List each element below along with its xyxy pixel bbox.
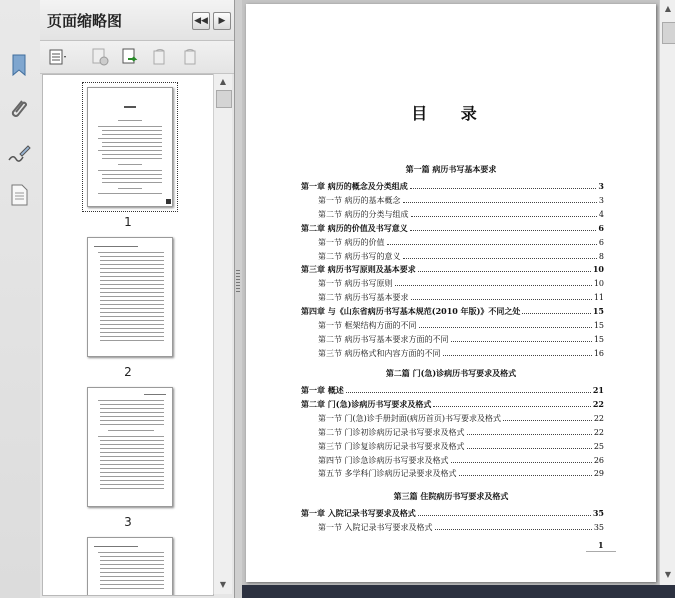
toc-leader-dots — [418, 271, 591, 272]
toc-leader-dots — [435, 529, 592, 530]
navigation-tool-strip — [0, 0, 41, 598]
part-heading: 第一篇 病历书写基本要求 — [405, 164, 497, 174]
toc-entry-page: 22 — [593, 427, 604, 437]
thumbnail-list — [42, 74, 214, 596]
toc-entry-page: 11 — [593, 293, 604, 303]
toc-entry-label: 第三节 病历格式和内容方面的不同 — [318, 348, 441, 358]
document-icon[interactable] — [6, 182, 32, 208]
document-scrollbar[interactable] — [659, 0, 675, 585]
toc-entry-label: 第四节 门诊急诊病历书写要求及格式 — [318, 455, 449, 465]
toc-entry-page: 15 — [593, 334, 604, 344]
toc-entry-label: 第四章 与《山东省病历书写基本规范(2010 年版)》不同之处 — [301, 306, 521, 317]
scroll-thumb[interactable] — [662, 22, 675, 44]
toc-leader-dots — [346, 392, 591, 393]
thumbnail-label: 3 — [124, 515, 132, 529]
toc-entry-page: 15 — [593, 321, 604, 330]
delete-page-icon[interactable] — [90, 47, 110, 67]
toc-leader-dots — [403, 258, 597, 259]
panel-toolbar — [40, 41, 234, 74]
toc-entry-label: 第一节 门(急)诊手册封面(病历首页)书写要求及格式 — [318, 413, 502, 423]
scroll-up-icon[interactable]: ▲ — [219, 77, 227, 86]
toc-entry-label: 第一章 概述 — [301, 385, 344, 395]
page-title: 目 录 — [411, 104, 491, 123]
toc-entry-page: 21 — [592, 385, 604, 395]
toc-section-entry[interactable] — [318, 209, 604, 220]
part-heading: 第二篇 门(急)诊病历书写要求及格式 — [385, 368, 517, 378]
part-heading: 第三篇 住院病历书写要求及格式 — [393, 491, 509, 501]
toc-leader-dots — [451, 462, 592, 463]
scroll-down-icon[interactable]: ▼ — [664, 570, 672, 579]
thumbnail-panel — [40, 0, 235, 598]
toc-entry-label: 第一节 框架结构方面的不同 — [318, 321, 417, 330]
toc-entry-label: 第一节 病历的价值 — [318, 237, 385, 247]
toc-chapter-entry[interactable] — [301, 306, 604, 317]
page-number-rule — [586, 551, 616, 552]
toc-entry-page: 4 — [598, 209, 604, 219]
toc-section-entry[interactable] — [318, 278, 604, 289]
toc-entry-page: 22 — [592, 398, 604, 409]
toc-section-entry[interactable] — [318, 413, 604, 424]
page-thumbnail[interactable] — [87, 87, 173, 207]
toc-leader-dots — [433, 406, 591, 407]
toc-leader-dots — [503, 420, 592, 421]
toc-leader-dots — [410, 230, 597, 231]
panel-title: 页面缩略图 — [47, 12, 123, 30]
signature-icon[interactable] — [6, 140, 32, 166]
toc-entry-label: 第一章 病历的概念及分类组成 — [301, 181, 408, 191]
toc-leader-dots — [410, 188, 597, 189]
toc-leader-dots — [443, 355, 592, 356]
toc-leader-dots — [522, 313, 590, 314]
toc-section-entry[interactable] — [318, 348, 604, 359]
toc-entry-label: 第二章 病历的价值及书写意义 — [301, 222, 408, 233]
toc-entry-label: 第二章 门(急)诊病历书写要求及格式 — [301, 398, 432, 409]
toc-section-entry[interactable] — [318, 427, 604, 438]
toc-chapter-entry[interactable] — [301, 508, 604, 519]
insert-page-icon[interactable] — [120, 47, 140, 67]
scroll-up-icon[interactable]: ▲ — [664, 4, 672, 13]
toc-section-entry[interactable] — [318, 441, 604, 452]
toc-leader-dots — [411, 216, 597, 217]
scroll-thumb[interactable] — [216, 90, 232, 108]
toc-entry-page: 25 — [593, 441, 604, 451]
toc-leader-dots — [411, 299, 592, 300]
toc-entry-page: 10 — [592, 264, 604, 275]
toc-section-entry[interactable] — [318, 455, 604, 466]
toc-entry-label: 第二节 门诊初诊病历记录书写要求及格式 — [318, 427, 465, 437]
toc-leader-dots — [467, 448, 592, 449]
toc-entry-label: 第一章 入院记录书写要求及格式 — [301, 508, 416, 518]
rotate-right-icon[interactable] — [180, 47, 200, 67]
toc-entry-page: 6 — [598, 222, 604, 233]
splitter-grip-icon[interactable] — [236, 270, 240, 294]
toc-section-entry[interactable] — [318, 468, 604, 479]
toc-entry-label: 第二节 病历的分类与组成 — [318, 209, 409, 219]
page-thumbnail[interactable] — [87, 237, 173, 357]
toc-leader-dots — [403, 202, 597, 203]
toc-chapter-entry[interactable] — [301, 223, 604, 234]
attachment-icon[interactable] — [6, 96, 32, 122]
toc-entry-label: 第二节 病历书写的意义 — [318, 251, 401, 261]
panel-header — [40, 0, 234, 41]
page-thumbnail[interactable] — [87, 387, 173, 507]
desktop-strip — [242, 585, 675, 598]
toc-leader-dots — [395, 285, 592, 286]
toc-chapter-entry[interactable] — [301, 399, 604, 410]
toc-entry-label: 第一节 病历书写原则 — [318, 279, 393, 289]
toc-section-entry[interactable] — [318, 522, 604, 533]
toc-section-entry[interactable] — [318, 237, 604, 248]
toc-section-entry[interactable] — [318, 292, 604, 303]
toc-entry-page: 35 — [593, 522, 604, 532]
toc-section-entry[interactable] — [318, 195, 604, 206]
panel-splitter[interactable] — [235, 0, 242, 598]
toc-entry-page: 10 — [593, 279, 604, 289]
toc-leader-dots — [451, 341, 592, 342]
toc-leader-dots — [467, 434, 592, 435]
document-viewer — [242, 0, 675, 598]
toc-chapter-entry[interactable] — [301, 264, 604, 275]
toc-entry-page: 6 — [598, 237, 604, 247]
thumbnail-label: 2 — [124, 365, 132, 379]
toc-entry-label: 第一节 入院记录书写要求及格式 — [318, 522, 433, 532]
toc-entry-page: 8 — [598, 251, 604, 261]
page-number: 1 — [598, 540, 604, 550]
scroll-down-icon[interactable]: ▼ — [219, 580, 227, 589]
bookmark-icon[interactable] — [6, 52, 32, 78]
thumbnail-options-icon[interactable] — [48, 47, 68, 67]
toc-leader-dots — [459, 475, 592, 476]
toc-entry-label: 第二节 病历书写基本要求方面的不同 — [318, 334, 449, 344]
toc-entry-page: 26 — [593, 455, 604, 465]
toc-section-entry[interactable] — [318, 320, 604, 331]
toc-entry-page: 29 — [593, 469, 604, 479]
toc-entry-page: 35 — [592, 508, 604, 518]
rotate-left-icon[interactable] — [150, 47, 170, 67]
toc-leader-dots — [418, 515, 591, 516]
toc-entry-page: 15 — [592, 306, 604, 317]
toc-entry-page: 22 — [593, 413, 604, 423]
toc-entry-label: 第五节 多学科门诊病历记录要求及格式 — [318, 469, 457, 479]
toc-entry-page: 3 — [598, 195, 604, 205]
toc-entry-label: 第二节 病历书写基本要求 — [318, 293, 409, 303]
toc-entry-page: 3 — [598, 181, 604, 191]
toc-entry-label: 第三节 门诊复诊病历记录书写要求及格式 — [318, 441, 465, 451]
document-page — [246, 4, 656, 582]
toc-entry-label: 第一节 病历的基本概念 — [318, 195, 401, 205]
toc-entry-label: 第三章 病历书写原则及基本要求 — [301, 264, 416, 275]
toc-chapter-entry[interactable] — [301, 385, 604, 396]
toc-entry-page: 16 — [593, 348, 604, 358]
toc-section-entry[interactable] — [318, 251, 604, 262]
toc-leader-dots — [387, 244, 597, 245]
next-button[interactable]: ▶ — [213, 12, 231, 30]
thumbnail-label: 1 — [124, 215, 132, 229]
toc-chapter-entry[interactable] — [301, 181, 604, 192]
toc-leader-dots — [419, 327, 592, 328]
collapse-panel-button[interactable]: ◀◀ — [192, 12, 210, 30]
toc-section-entry[interactable] — [318, 334, 604, 345]
thumbnail-scrollbar[interactable] — [213, 74, 232, 594]
page-thumbnail[interactable] — [87, 537, 173, 596]
